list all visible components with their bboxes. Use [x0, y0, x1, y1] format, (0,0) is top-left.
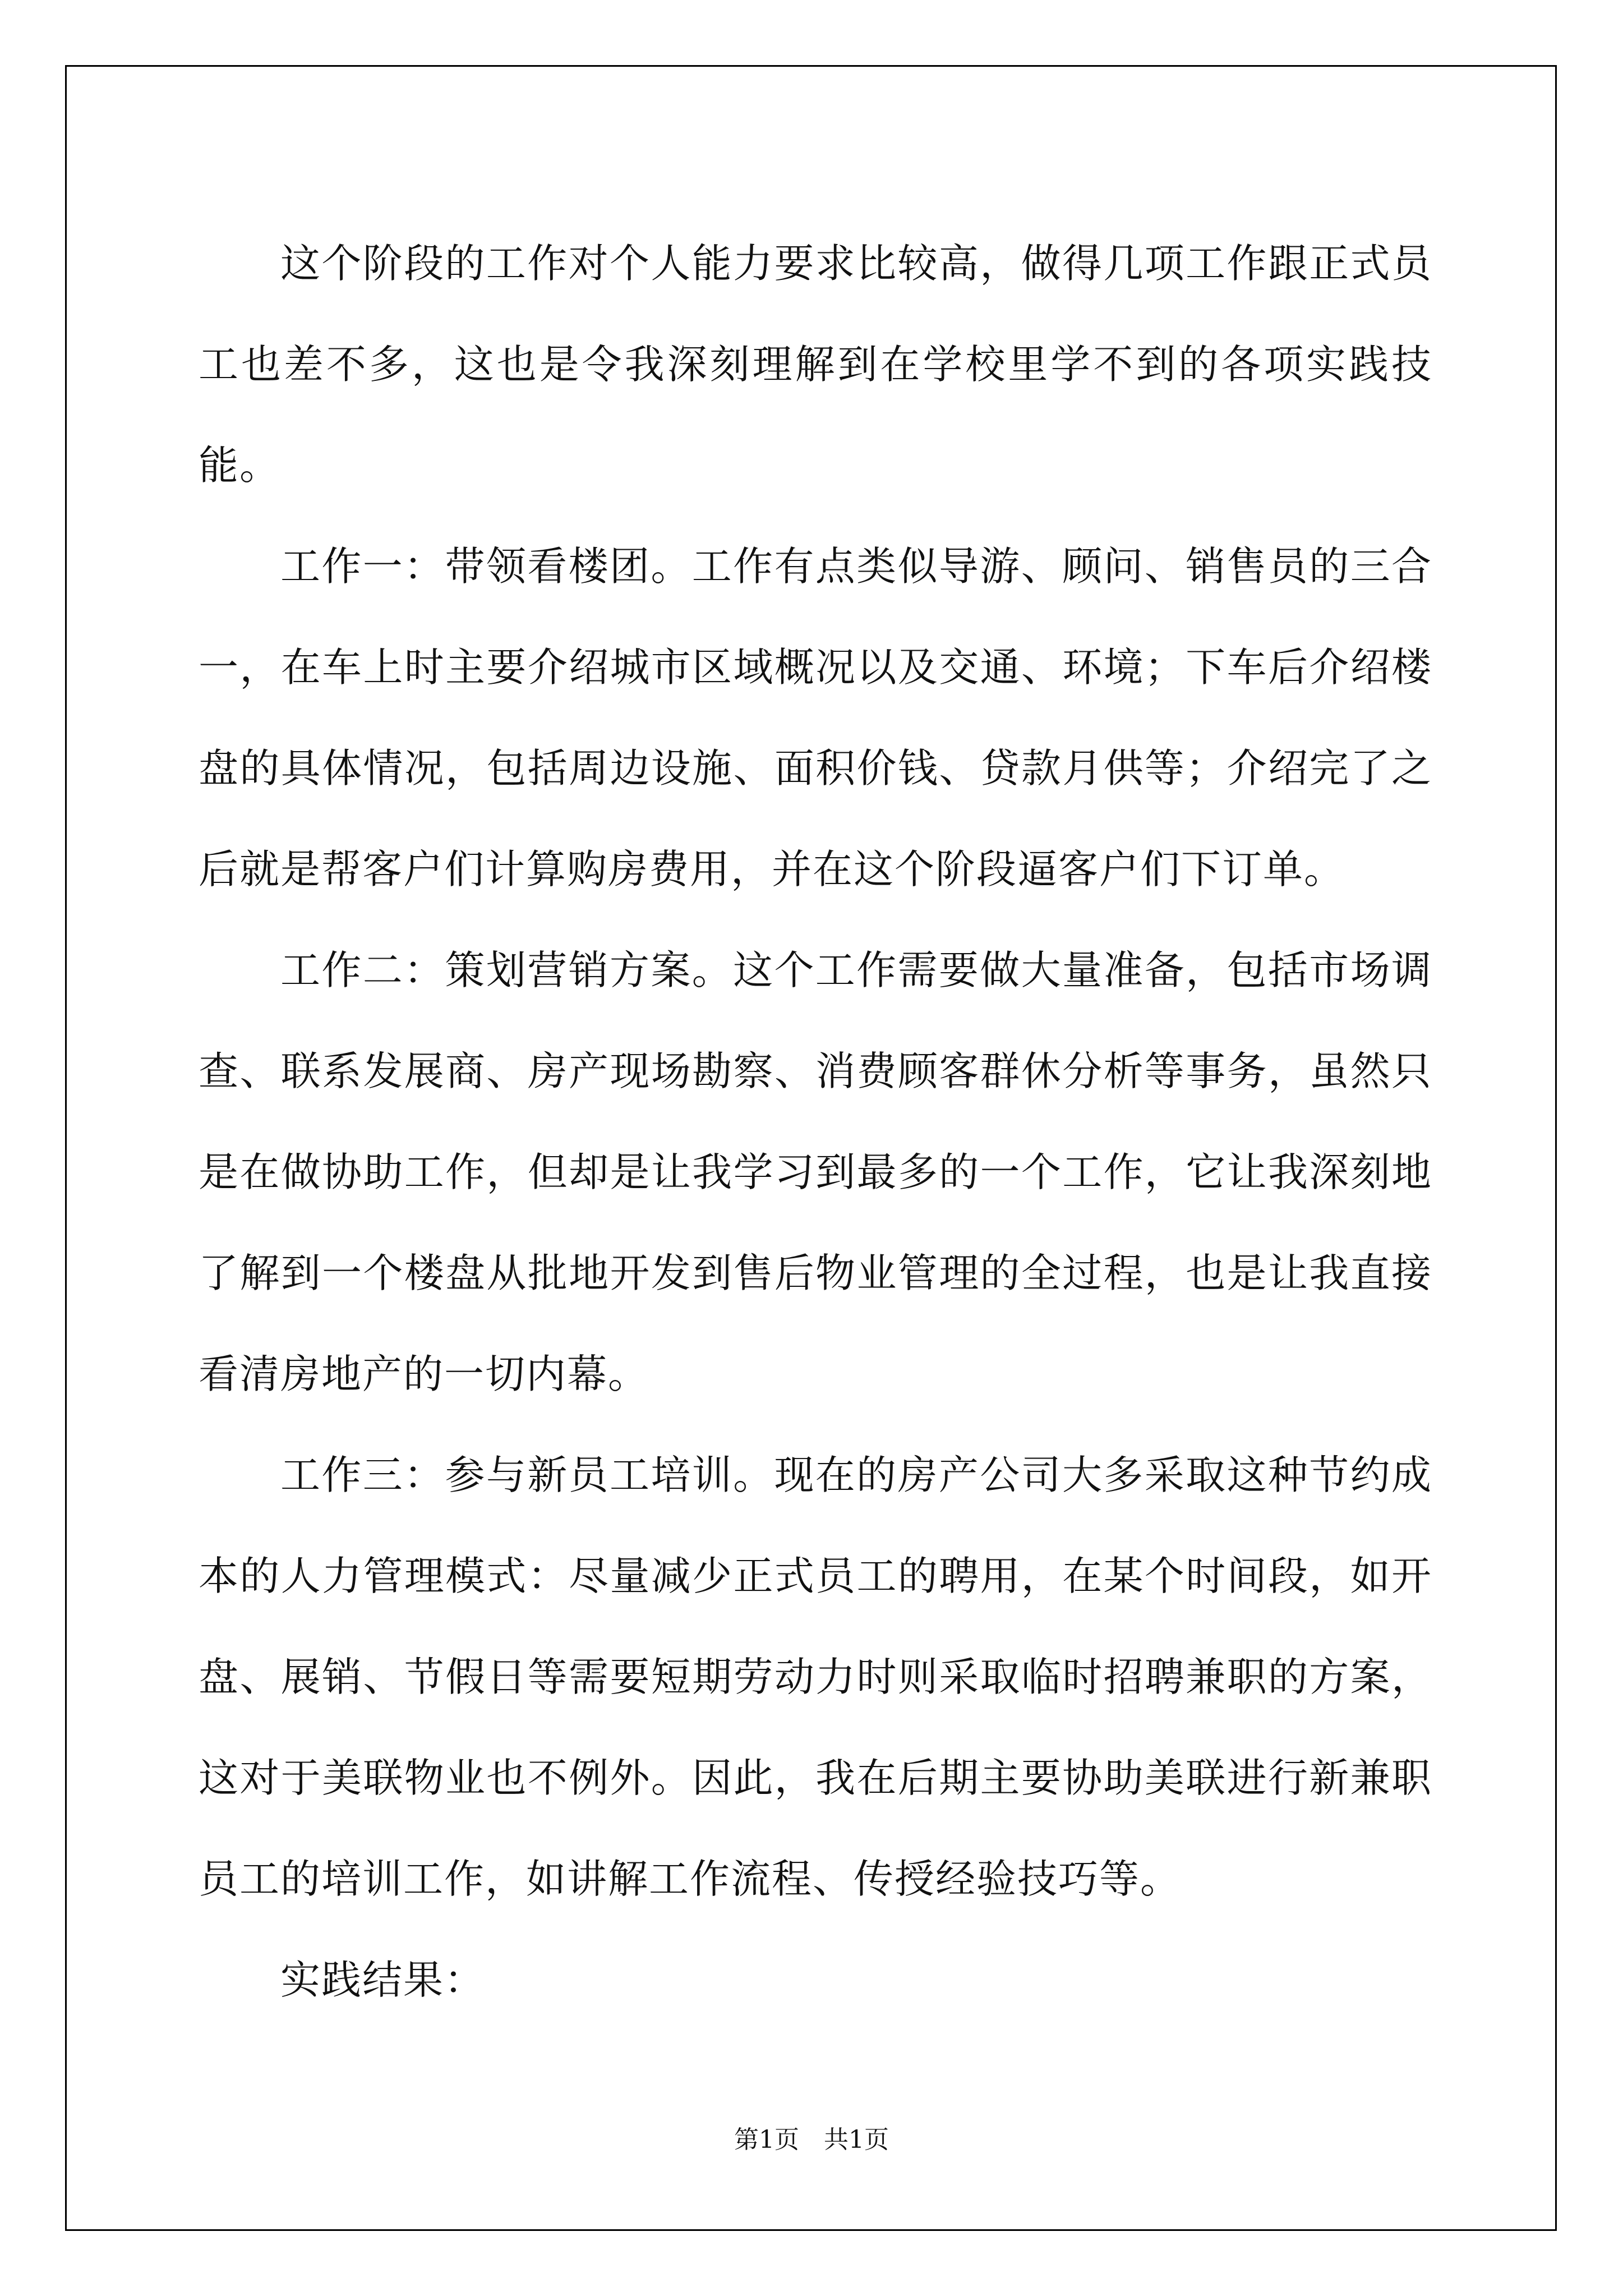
page-footer: 第1页 共1页 — [734, 2125, 889, 2154]
document-body — [199, 213, 1432, 2031]
paragraph-4: 工作三：参与新员工培训。现在的房产公司大多采取这种节约成本的人力管理模式：尽量减少正式员工的聘用，在某个时间段，如开盘、展销、节假日等需要短期劳动力时则采取临时招聘兼职的方案，这对于美联物业也不例外。因此，我在后期主要协助美联进行新兼职员工的培训工作，如讲解工作流程、传授经验技巧等。 — [199, 1452, 1432, 1902]
paragraph-3: 工作二：策划营销方案。这个工作需要做大量准备，包括市场调查、联系发展商、房产现场勘察、消费顾客群休分析等事务，虽然只是在做协助工作，但却是让我学习到最多的一个工作，它让我深刻地了解到一个楼盘从批地开发到售后物业管理的全过程，也是让我直接看清房地产的一切内幕。 — [199, 947, 1432, 1397]
paragraph-1: 这个阶段的工作对个人能力要求比较高，做得几项工作跟正式员工也差不多，这也是令我深刻理解到在学校里学不到的各项实践技能。 — [199, 240, 1432, 489]
paragraph-5: 实践结果： — [280, 1957, 486, 2003]
paragraph-2: 工作一：带领看楼团。工作有点类似导游、顾问、销售员的三合一，在车上时主要介绍城市区域概况以及交通、环境；下车后介绍楼盘的具体情况，包括周边设施、面积价钱、贷款月供等；介绍完了之后就是帮客户们计算购房费用，并在这个阶段逼客户们下订单。 — [199, 543, 1432, 892]
